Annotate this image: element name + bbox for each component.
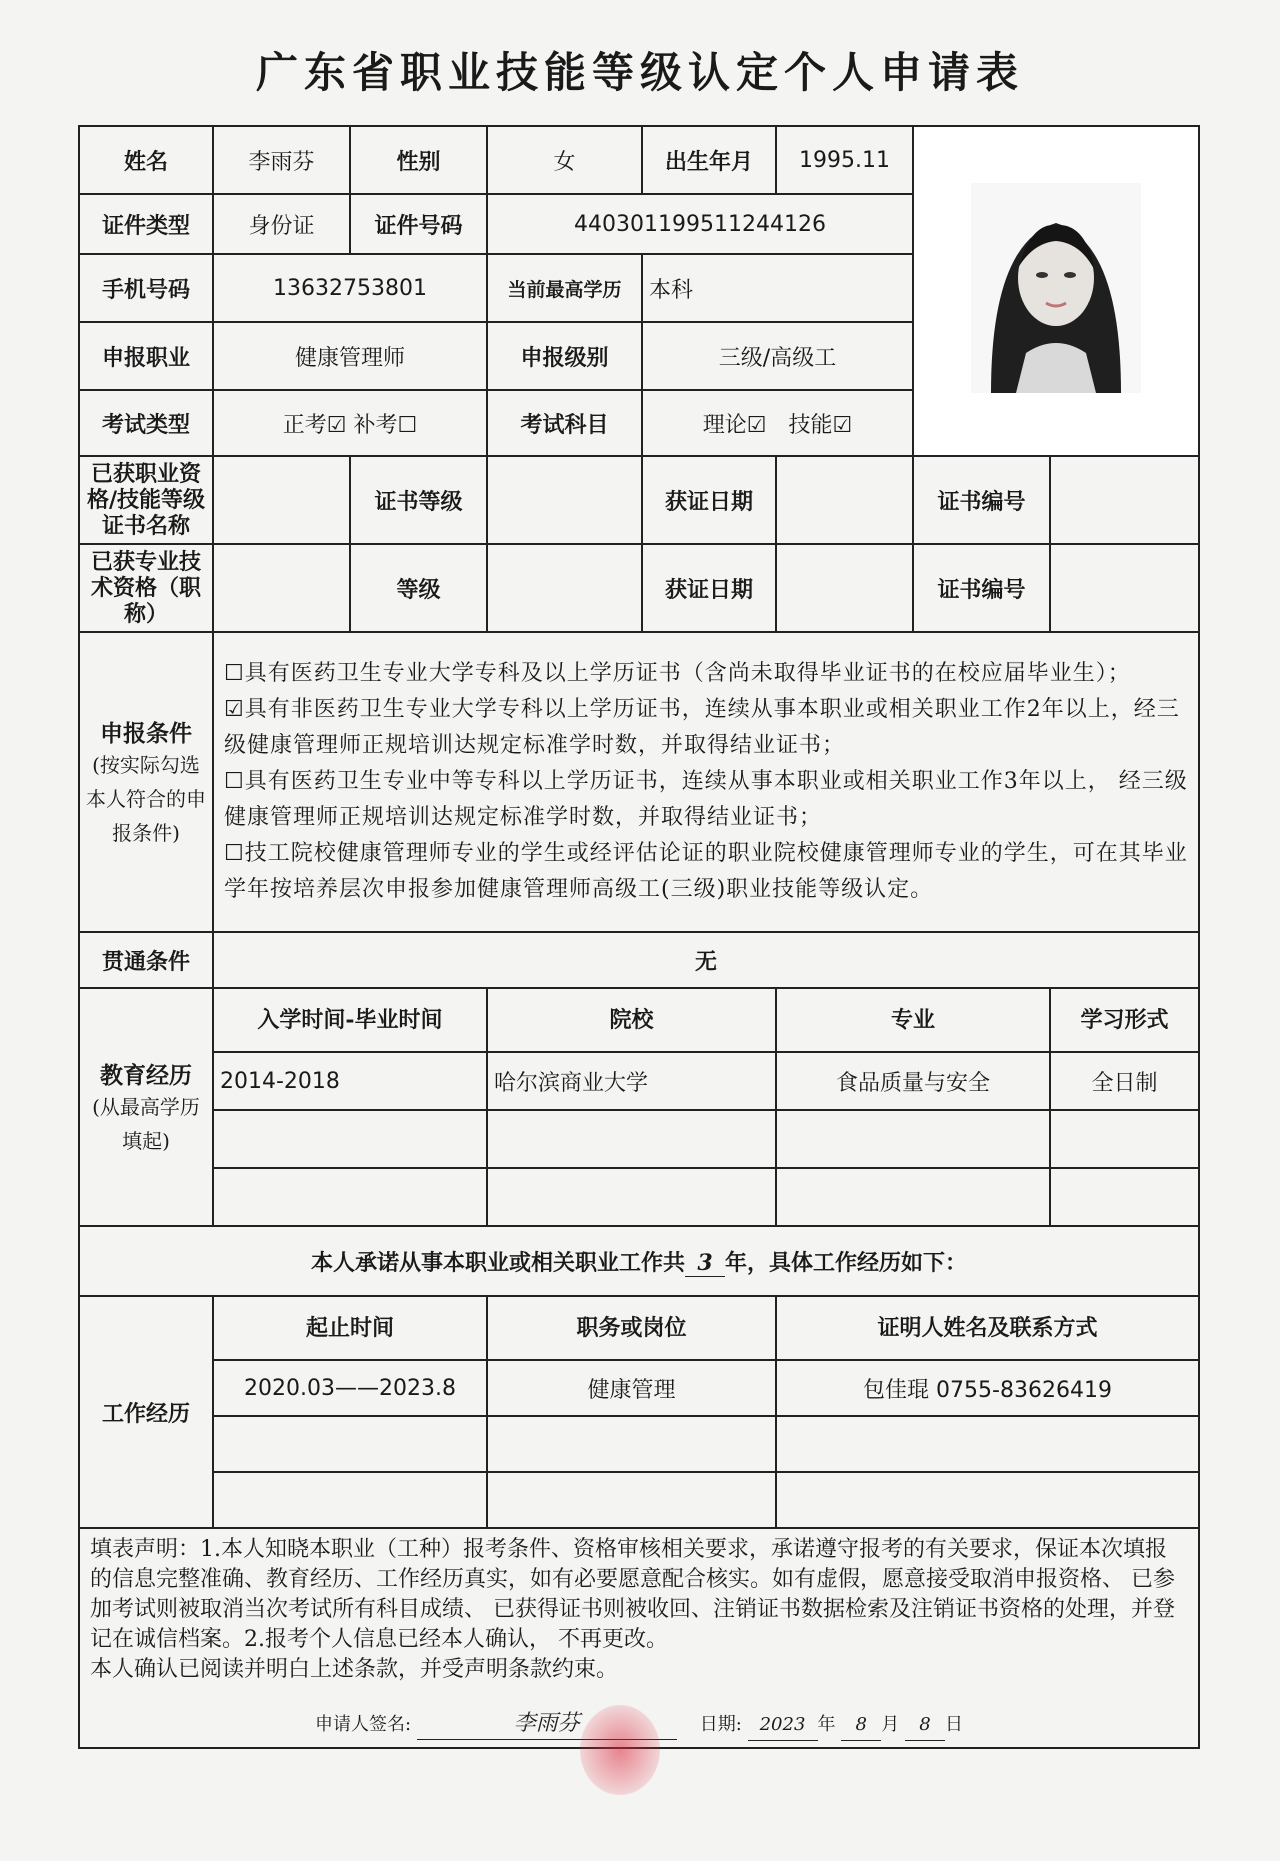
conditions-list — [213, 632, 1199, 932]
work-pledge — [79, 1226, 1199, 1296]
condition-item[interactable]: ☐具有医药卫生专业中等专科以上学历证书，连续从事本职业或相关职业工作3年以上， 经三级健康管理师正规培训达规定标准学时数，并取得结业证书； — [224, 769, 1188, 830]
declaration-text: 填表声明：1.本人知晓本职业（工种）报考条件、资格审核相关要求，承诺遵守报考的有关要求，保证本次填报的信息完整准确、教育经历、工作经历真实，如有必要愿意配合核实。如有虚假，愿意接受取消申报资格、 已参加考试则被取消当次考试所有科目成绩、 已获得证书则被收回、注销证书数据检索及注销证书资格的处理，并登记在诚信档案。2.报考个人信息已经本人确认， 不再更改。 — [90, 1537, 1175, 1652]
pledge-suffix: 年，具体工作经历如下： — [725, 1249, 968, 1276]
year-unit: 年 — [817, 1714, 836, 1735]
sign-label: 申请人签名: — [315, 1714, 412, 1735]
cert-name-value — [213, 456, 350, 544]
exam-type-value: 正考☑ 补考☐ — [213, 390, 487, 456]
cert-level-value — [487, 456, 642, 544]
title-level-value — [487, 544, 642, 632]
education-label-cell — [79, 988, 213, 1226]
through-value: 无 — [213, 932, 1199, 988]
work-header-reference: 证明人姓名及联系方式 — [776, 1296, 1199, 1360]
applicant-signature: 李雨芬 — [417, 1709, 677, 1740]
title-cert-label: 已获专业技术资格（职称） — [79, 544, 213, 632]
cert-no-value — [1050, 456, 1199, 544]
title-no-label: 证书编号 — [913, 544, 1050, 632]
cert-no-label: 证书编号 — [913, 456, 1050, 544]
id-type-value: 身份证 — [213, 194, 350, 254]
portrait-photo — [971, 183, 1141, 393]
application-form — [78, 125, 1200, 1749]
edu-row-period: 2014-2018 — [213, 1052, 487, 1110]
birth-label: 出生年月 — [642, 126, 776, 194]
work-empty-cell — [213, 1416, 487, 1472]
red-fingerprint-stamp — [580, 1705, 660, 1795]
level-label: 申报级别 — [487, 322, 642, 390]
work-label: 工作经历 — [79, 1296, 213, 1528]
work-empty-cell — [213, 1472, 487, 1528]
edu-empty-cell — [213, 1110, 487, 1168]
edu-empty-cell — [1050, 1110, 1199, 1168]
edu-header-school: 院校 — [487, 988, 776, 1052]
id-no-value: 440301199511244126 — [487, 194, 913, 254]
edu-empty-cell — [1050, 1168, 1199, 1226]
gender-label: 性别 — [350, 126, 487, 194]
pledge-years: 3 — [685, 1250, 725, 1277]
job-label: 申报职业 — [79, 322, 213, 390]
title-no-value — [1050, 544, 1199, 632]
job-value: 健康管理师 — [213, 322, 487, 390]
title-date-value — [776, 544, 913, 632]
edu-value: 本科 — [642, 254, 913, 322]
edu-header-mode: 学习形式 — [1050, 988, 1199, 1052]
title-cert-value — [213, 544, 350, 632]
edu-label: 当前最高学历 — [487, 254, 642, 322]
edu-empty-cell — [776, 1110, 1050, 1168]
name-label: 姓名 — [79, 126, 213, 194]
work-empty-cell — [487, 1416, 776, 1472]
form-title: 广东省职业技能等级认定个人申请表 — [255, 48, 1024, 97]
edu-row-mode: 全日制 — [1050, 1052, 1199, 1110]
edu-empty-cell — [487, 1168, 776, 1226]
cert-level-label: 证书等级 — [350, 456, 487, 544]
work-empty-cell — [487, 1472, 776, 1528]
edu-header-period: 入学时间-毕业时间 — [213, 988, 487, 1052]
education-label: 教育经历 — [100, 1061, 192, 1089]
condition-item[interactable]: ☑具有非医药卫生专业大学专科以上学历证书，连续从事本职业或相关职业工作2年以上，经三级健康管理师正规培训达规定标准学时数，并取得结业证书； — [224, 697, 1180, 758]
phone-label: 手机号码 — [79, 254, 213, 322]
edu-empty-cell — [487, 1110, 776, 1168]
title-level-label: 等级 — [350, 544, 487, 632]
subject-label: 考试科目 — [487, 390, 642, 456]
declaration-confirm: 本人确认已阅读并明白上述条款，并受声明条款约束。 — [90, 1657, 619, 1682]
conditions-label: 申报条件 — [100, 719, 192, 747]
work-row-reference: 包佳琨 0755-83626419 — [776, 1360, 1199, 1416]
date-month: 8 — [841, 1710, 881, 1741]
birth-value: 1995.11 — [776, 126, 913, 194]
id-type-label: 证件类型 — [79, 194, 213, 254]
applicant-photo — [913, 126, 1199, 456]
month-unit: 月 — [881, 1714, 900, 1735]
conditions-note: (按实际勾选本人符合的申报条件) — [86, 752, 206, 845]
subject-value: 理论☑ 技能☑ — [642, 390, 913, 456]
work-row-period: 2020.03——2023.8 — [213, 1360, 487, 1416]
id-no-label: 证件号码 — [350, 194, 487, 254]
edu-empty-cell — [213, 1168, 487, 1226]
edu-header-major: 专业 — [776, 988, 1050, 1052]
conditions-label-cell — [79, 632, 213, 932]
phone-value: 13632753801 — [213, 254, 487, 322]
date-day: 8 — [905, 1710, 945, 1741]
condition-item[interactable]: ☐具有医药卫生专业大学专科及以上学历证书（含尚未取得毕业证书的在校应届毕业生）； — [224, 661, 1131, 686]
work-header-period: 起止时间 — [213, 1296, 487, 1360]
pledge-prefix: 本人承诺从事本职业或相关职业工作共 — [310, 1249, 685, 1276]
through-label: 贯通条件 — [79, 932, 213, 988]
exam-type-label: 考试类型 — [79, 390, 213, 456]
cert-name-label: 已获职业资格/技能等级证书名称 — [79, 456, 213, 544]
date-year: 2023 — [748, 1710, 818, 1741]
edu-row-major: 食品质量与安全 — [776, 1052, 1050, 1110]
date-label: 日期: — [699, 1714, 742, 1735]
education-note: (从最高学历填起) — [92, 1094, 200, 1153]
day-unit: 日 — [944, 1714, 963, 1735]
cert-date-label: 获证日期 — [642, 456, 776, 544]
gender-value: 女 — [487, 126, 642, 194]
title-date-label: 获证日期 — [642, 544, 776, 632]
name-value: 李雨芬 — [213, 126, 350, 194]
work-empty-cell — [776, 1416, 1199, 1472]
work-empty-cell — [776, 1472, 1199, 1528]
work-row-position: 健康管理 — [487, 1360, 776, 1416]
edu-empty-cell — [776, 1168, 1050, 1226]
cert-date-value — [776, 456, 913, 544]
condition-item[interactable]: ☐技工院校健康管理师专业的学生或经评估论证的职业院校健康管理师专业的学生，可在其毕业学年按培养层次申报参加健康管理师高级工(三级)职业技能等级认定。 — [224, 841, 1188, 902]
work-header-position: 职务或岗位 — [487, 1296, 776, 1360]
edu-row-school: 哈尔滨商业大学 — [487, 1052, 776, 1110]
level-value: 三级/高级工 — [642, 322, 913, 390]
